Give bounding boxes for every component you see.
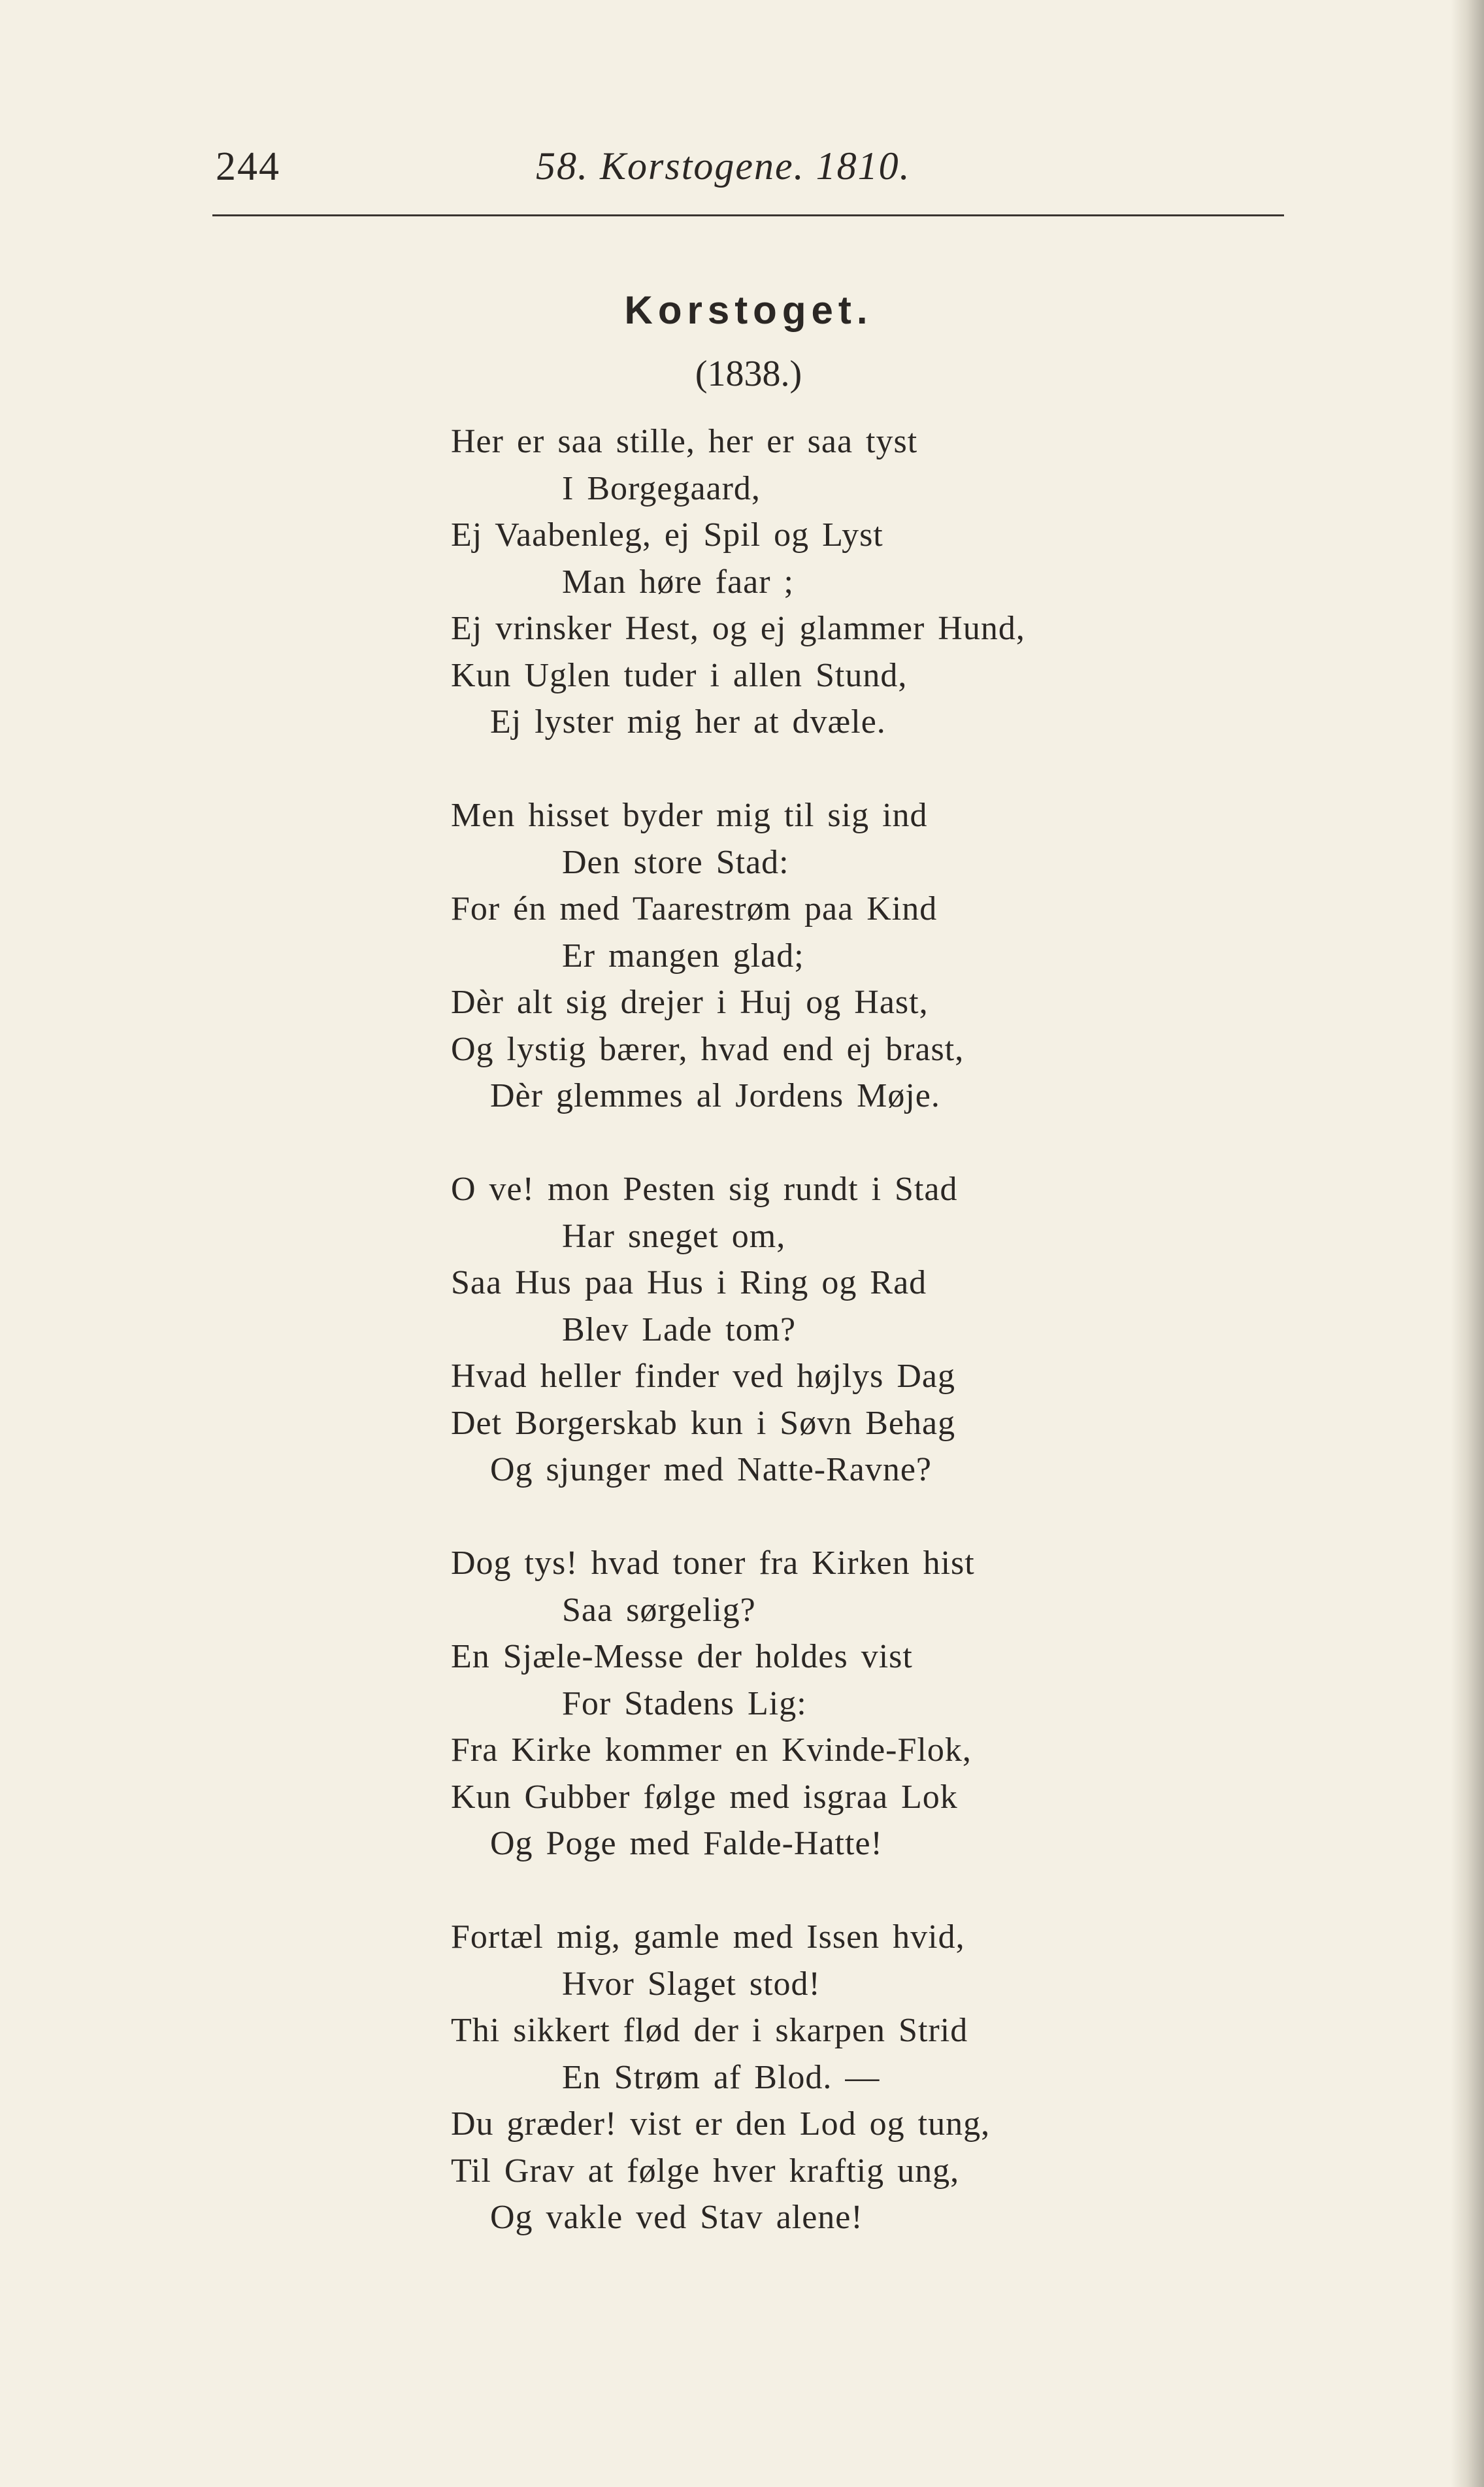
verse-line: Saa Hus paa Hus i Ring og Rad [451,1264,927,1301]
verse-line: For Stadens Lig: [562,1684,807,1722]
stanza-gap [451,1867,1366,1914]
verse-line: Thi sikkert flød der i skarpen Strid [451,2012,968,2049]
verse-line: Ej Vaabenleg, ej Spil og Lyst [451,516,883,554]
verse-line: Her er saa stille, her er saa tyst [451,423,918,460]
verse-line: Ej lyster mig her at dvæle. [490,703,886,741]
verse-line: Dèr glemmes al Jordens Møje. [490,1077,940,1114]
verse-line: Blev Lade tom? [562,1310,797,1348]
verse-line: Ej vrinsker Hest, og ej glammer Hund, [451,610,1025,647]
verse-line: Dèr alt sig drejer i Huj og Hast, [451,984,929,1021]
verse-line: For én med Taarestrøm paa Kind [451,890,938,927]
verse-line: Den store Stad: [562,843,789,881]
verse-line: O ve! mon Pesten sig rundt i Stad [451,1171,958,1208]
verse-line: En Sjæle-Messe der holdes vist [451,1638,913,1675]
verse-line: Og vakle ved Stav alene! [490,2199,863,2236]
verse-line: Og lystig bærer, hvad end ej brast, [451,1030,965,1068]
verse-line: Saa sørgelig? [562,1591,756,1629]
verse-line: Fra Kirke kommer en Kvinde-Flok, [451,1731,972,1769]
verse-line: Du græder! vist er den Lod og tung, [451,2105,991,2143]
page-number: 244 [216,144,280,189]
verse-line: Har sneget om, [562,1217,786,1255]
verse-line: Det Borgerskab kun i Søvn Behag [451,1404,956,1442]
verse-line: Dog tys! hvad toner fra Kirken hist [451,1544,975,1582]
poem-year: (1838.) [695,354,802,394]
verse-line: Men hisset byder mig til sig ind [451,797,928,834]
verse-line: Fortæl mig, gamle med Issen hvid, [451,1918,965,1956]
stanza-gap [451,1494,1366,1541]
poem-body [451,418,1366,2241]
stanza [451,792,1366,1120]
running-head: 58. Korstogene. 1810. [536,144,911,188]
poem-title: Korstoget. [624,288,873,332]
stanza [451,1914,1366,2241]
verse-line: En Strøm af Blod. — [562,2058,880,2096]
stanza [451,1540,1366,1867]
stanza-gap [451,746,1366,793]
header-rule [212,214,1284,216]
verse-line: Og Poge med Falde-Hatte! [490,1825,883,1862]
verse-line: Og sjunger med Natte-Ravne? [490,1451,932,1488]
stanza-gap [451,1120,1366,1167]
verse-line: Hvor Slaget stod! [562,1965,821,2003]
verse-line: Er mangen glad; [562,937,804,975]
stanza [451,418,1366,746]
verse-line: Til Grav at følge hver kraftig ung, [451,2152,960,2190]
verse-line: Kun Uglen tuder i allen Stund, [451,656,908,694]
verse-line: I Borgegaard, [562,469,761,507]
verse-line: Kun Gubber følge med isgraa Lok [451,1778,958,1816]
verse-line: Man høre faar ; [562,563,794,601]
stanza [451,1166,1366,1494]
verse-line: Hvad heller finder ved højlys Dag [451,1358,956,1395]
